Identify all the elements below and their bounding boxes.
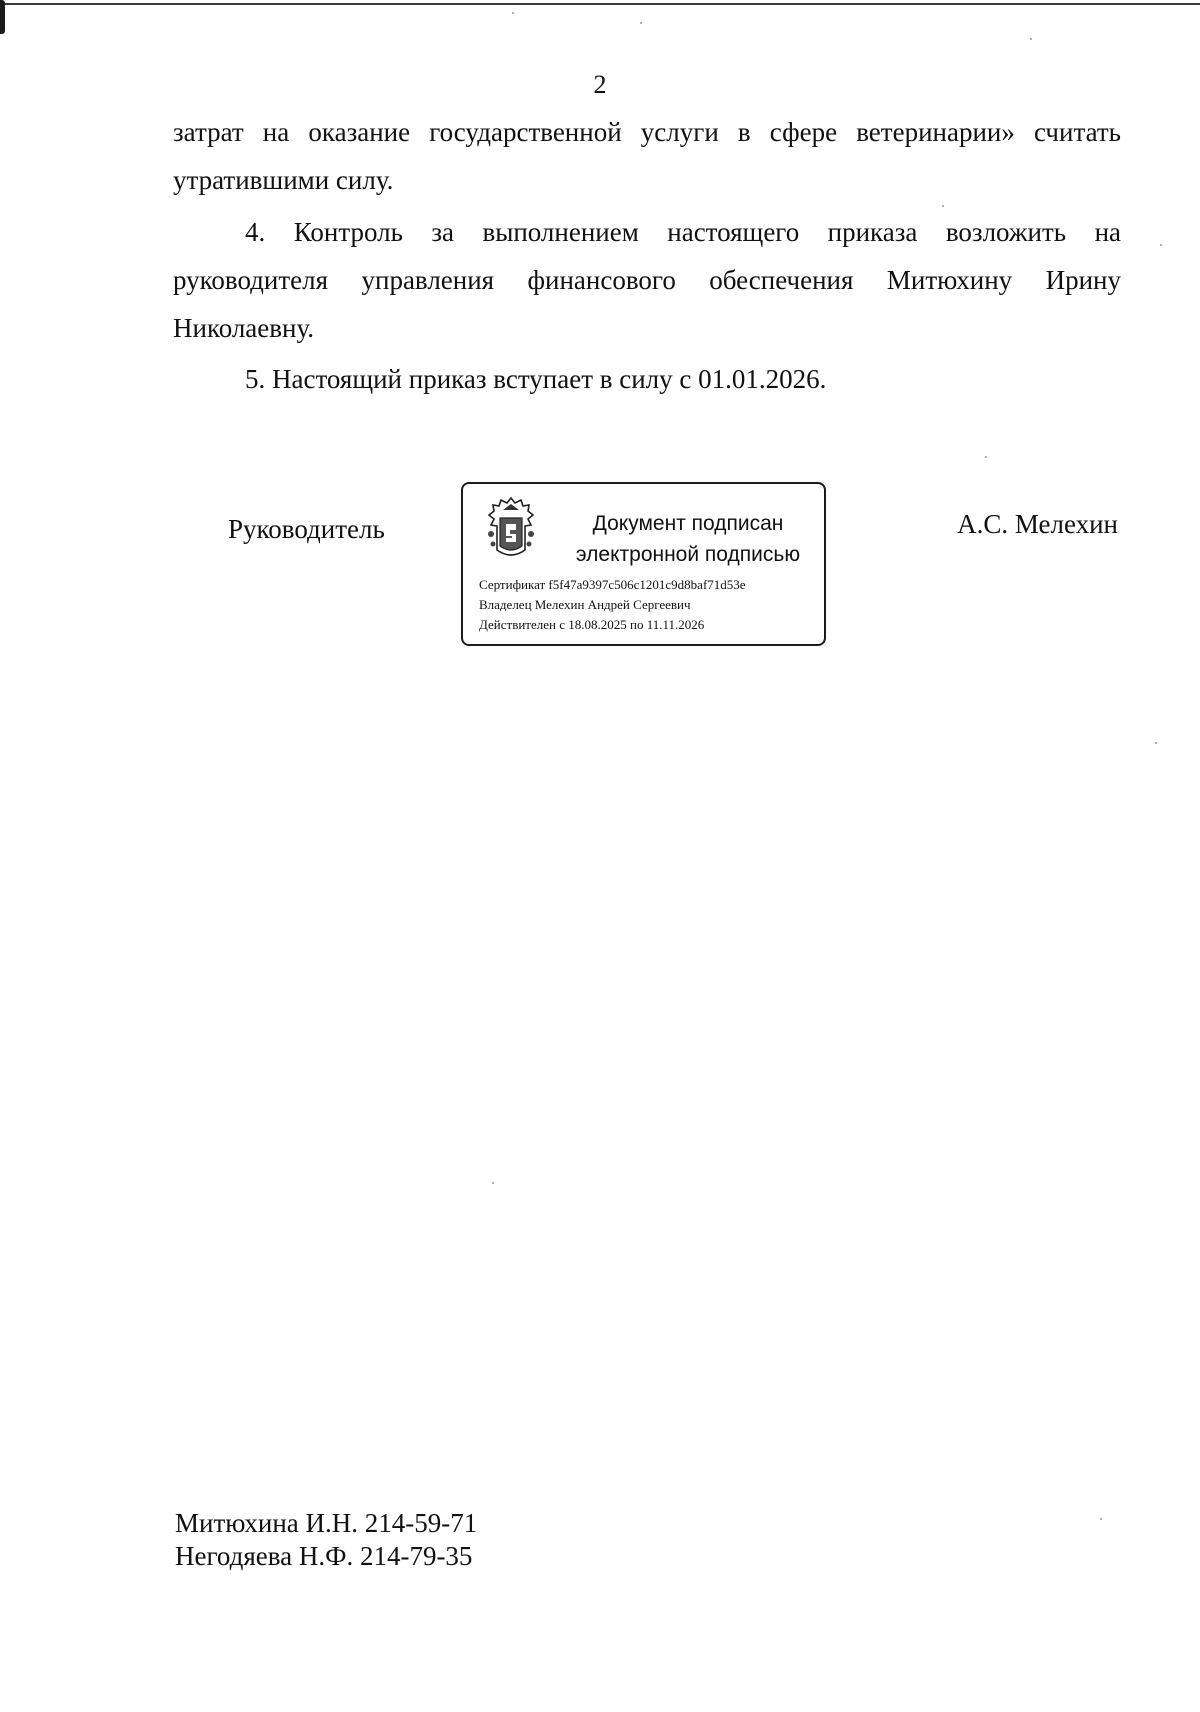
text-line: 4. Контроль за выполнением настоящего приказа возложить на bbox=[245, 217, 1121, 247]
stamp-details bbox=[479, 575, 746, 635]
text-line: затрат на оказание государственной услуги в сфере ветеринарии» считать bbox=[173, 117, 1121, 147]
page-number: 2 bbox=[593, 70, 607, 99]
scan-speck bbox=[985, 456, 987, 458]
stamp-heading bbox=[563, 508, 813, 570]
signatory-name: А.С. Мелехин bbox=[957, 509, 1118, 539]
paragraph-3-ending bbox=[173, 108, 1121, 204]
scan-speck bbox=[512, 12, 514, 14]
scan-speck bbox=[1100, 1518, 1102, 1520]
stamp-heading-line: Документ подписан bbox=[592, 512, 784, 535]
scan-speck bbox=[640, 22, 642, 24]
scan-border-line bbox=[0, 3, 1200, 5]
contact-list bbox=[175, 1507, 477, 1573]
scan-speck bbox=[1030, 38, 1032, 40]
contact-line: Митюхина И.Н. 214-59-71 bbox=[175, 1508, 478, 1538]
scan-speck bbox=[1155, 742, 1157, 744]
signatory-title: Руководитель bbox=[228, 514, 385, 544]
scan-speck bbox=[1160, 244, 1162, 246]
stamp-heading-line: электронной подписью bbox=[575, 543, 801, 566]
text-line: утратившими силу. bbox=[173, 165, 394, 195]
paragraph-4 bbox=[173, 208, 1121, 352]
paragraph-5 bbox=[173, 355, 1121, 403]
contact-line: Негодяева Н.Ф. 214-79-35 bbox=[175, 1541, 473, 1571]
scan-speck bbox=[492, 1182, 494, 1184]
scan-edge-mark bbox=[0, 0, 5, 34]
certificate-owner: Владелец Мелехин Андрей Сергеевич bbox=[479, 597, 691, 612]
certificate-validity: Действителен с 18.08.2025 по 11.11.2026 bbox=[479, 617, 705, 632]
coat-of-arms-icon bbox=[481, 494, 541, 562]
text-line: 5. Настоящий приказ вступает в силу с 01.01.2026. bbox=[245, 364, 827, 394]
certificate-number: Сертификат f5f47a9397c506c1201c9d8baf71d53e bbox=[479, 577, 746, 592]
text-line: руководителя управления финансового обеспечения Митюхину Ирину bbox=[173, 265, 1121, 295]
text-line: Николаевну. bbox=[173, 313, 315, 343]
scan-speck bbox=[942, 205, 944, 207]
electronic-signature-stamp bbox=[461, 482, 826, 646]
